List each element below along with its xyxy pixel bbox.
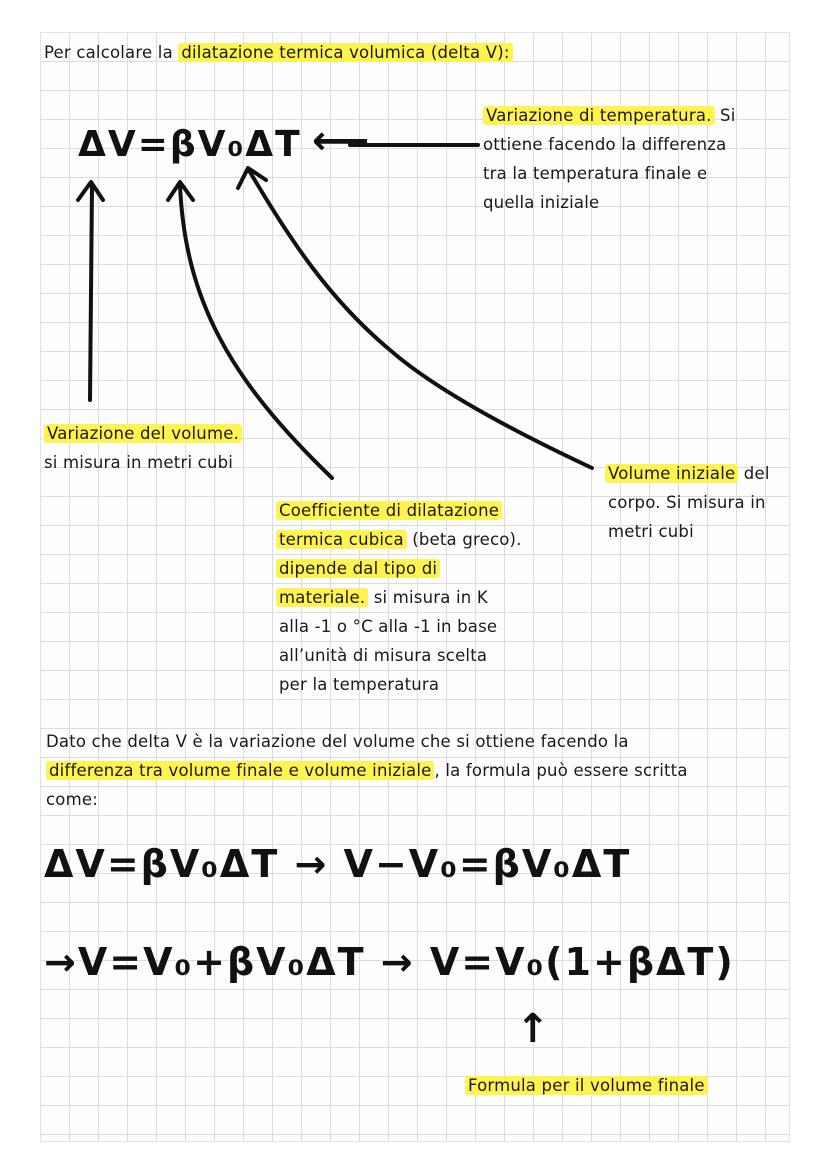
note-coefficient-line3: dipende dal tipo di [276, 559, 440, 578]
note-initial-volume-rest: del [738, 464, 770, 483]
main-formula: ΔV=βV₀ΔT [78, 124, 302, 165]
note-coefficient-line2-rest: (beta greco). [406, 530, 522, 549]
note-coefficient [276, 496, 522, 699]
note-temperature-line4: quella iniziale [483, 193, 600, 212]
note-initial-volume-line2: corpo. Si misura in [608, 493, 766, 512]
explanation-paragraph [46, 727, 688, 814]
note-initial-volume-line3: metri cubi [608, 522, 694, 541]
note-temperature-highlight: Variazione di temperatura. [483, 106, 715, 125]
note-coefficient-line4-highlight: materiale. [276, 588, 368, 607]
left-arrow-icon: ⟵ [312, 118, 370, 164]
note-temperature-rest: Si [714, 106, 736, 125]
paragraph-line2-highlight: differenza tra volume finale e volume iniziale [46, 761, 434, 780]
note-coefficient-line5: alla -1 o °C alla -1 in base [279, 617, 498, 636]
note-final-highlight: Formula per il volume finale [465, 1076, 708, 1095]
note-coefficient-line7: per la temperatura [279, 675, 440, 694]
arrow-volume-shaft [90, 185, 92, 400]
note-coefficient-line1: Coefficiente di dilatazione [276, 501, 502, 520]
paragraph-line1: Dato che delta V è la variazione del volume che si ottiene facendo la [46, 732, 629, 751]
up-arrow-icon: ↑ [516, 1006, 550, 1052]
note-volume-highlight: Variazione del volume. [44, 424, 242, 443]
formula-row-1: ΔV=βV₀ΔT → V−V₀=βV₀ΔT [44, 842, 632, 886]
note-coefficient-line4-rest: si misura in K [368, 588, 488, 607]
intro-highlight: dilatazione termica volumica (delta V): [178, 43, 512, 62]
note-temperature [483, 101, 735, 217]
note-initial-volume [605, 459, 770, 546]
note-coefficient-line2-highlight: termica cubica [276, 530, 407, 549]
note-temperature-line2: ottiene facendo la differenza [483, 135, 727, 154]
note-volume-line2: si misura in metri cubi [44, 453, 234, 472]
note-temperature-line3: tra la temperatura finale e [483, 164, 708, 183]
intro-prefix: Per calcolare la [44, 43, 179, 62]
note-volume [44, 419, 242, 477]
note-coefficient-line6: all’unità di misura scelta [279, 646, 488, 665]
paragraph-line2-rest: , la formula può essere scritta [434, 761, 688, 780]
paragraph-line3: come: [46, 790, 98, 809]
note-final [465, 1071, 708, 1100]
note-initial-volume-highlight: Volume iniziale [605, 464, 738, 483]
formula-row-2: →V=V₀+βV₀ΔT → V=V₀(1+βΔT) [44, 940, 735, 984]
